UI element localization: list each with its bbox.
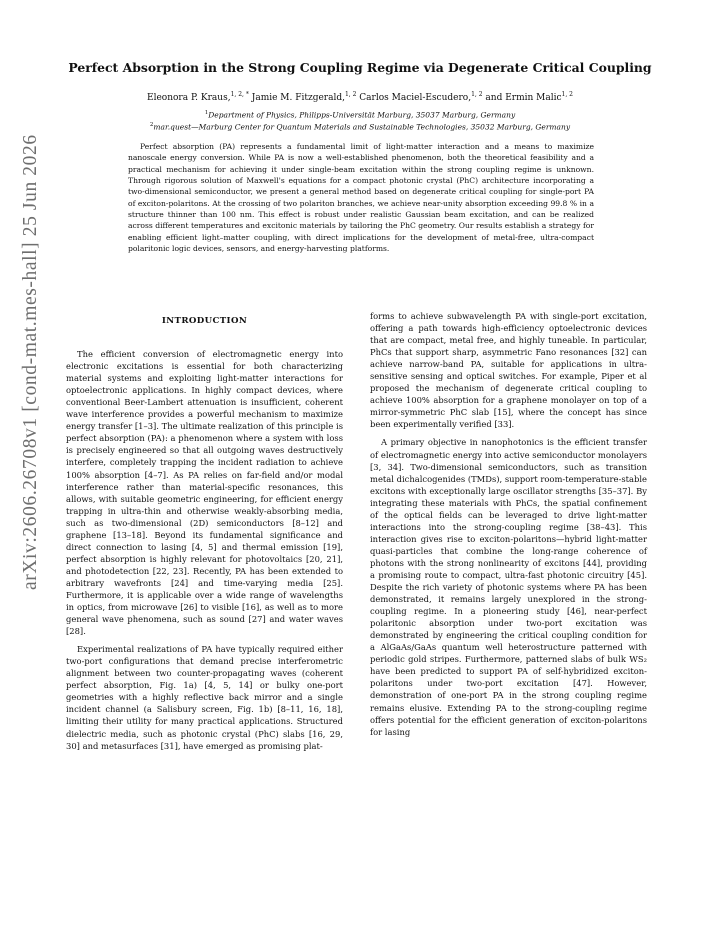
body-paragraph: Experimental realizations of PA have typically required either two-port configurations that demand precise interferometric alignment between two counter-propagating waves (coherent perfect absorption, Fig. 1a) [4, 5, 14] or bulky one-port geometries with a highly reflective back mirror and a single incident channel (a Salisbury screen, Fig. 1b) [8–11, 16, 18], limiting their utility for many practical applications. Structured dielectric media, such as photonic crystal (PhC) slabs [16, 29, 30] and metasurfaces [31], have emerged as promising plat-	[66, 644, 343, 751]
author-affiliation-marker: 1, 2, *	[230, 91, 249, 98]
affiliation-2	[40, 122, 680, 132]
author-affiliation-marker: 1, 2	[344, 91, 357, 98]
author-name: Jamie M. Fitzgerald,	[251, 93, 345, 103]
affiliation-marker: 1	[204, 110, 209, 116]
body-paragraph: forms to achieve subwavelength PA with single-port excitation, offering a path towards high-efficiency optoelectronic devices that are compact, metal free, and highly tuneable. In particular, PhCs that support sharp, asymmetric Fano resonances [32] can achieve narrow-band PA, suitable for applications in ultra-sensitive sensing and optical switches. For example, Piper et al proposed the mechanism of degenerate critical coupling to achieve 100% absorption for a graphene monolayer on top of a mirror-symmetric PhC slab [15], where the concept has since been experimentally verified [33].	[370, 311, 647, 430]
paper-title: Perfect Absorption in the Strong Coupling Regime via Degenerate Critical Coupling	[68, 60, 652, 75]
author-name: Carlos Maciel-Escudero,	[359, 93, 472, 103]
author-list	[40, 91, 680, 103]
affiliation-text: Department of Physics, Philipps-Universität Marburg, 35037 Marburg, Germany	[208, 110, 516, 120]
author-affiliation-marker: 1, 2	[561, 91, 573, 98]
body-paragraph: A primary objective in nanophotonics is the efficient transfer of electromagnetic energy into active semiconductor monolayers [3, 34]. Two-dimensional semiconductors, such as transition metal dichalcogenides (TMDs), support room-temperature-stable excitons with exceptionally large oscillator strengths [35–37]. By integrating these materials with PhCs, the spatial confinement of the optical fields can be leveraged to drive light-matter interactions into the strong-coupling regime [38–43]. This interaction gives rise to exciton-polaritons—hybrid light-matter quasi-particles that combine the long-range coherence of photons with the strong nonlinearity of excitons [44], providing a promising route to compact, ultra-fast photonic circuitry [45]. Despite the rich variety of photonic systems where PA has been demonstrated, it remains largely unexplored in the strong-coupling regime. In a pioneering study [46], near-perfect polaritonic absorption under two-port excitation was demonstrated by engineering the critical coupling condition for a AlGaAs/GaAs quantum well heterostructure patterned with periodic gold stripes. Furthermore, patterned slabs of bulk WS₂ have been predicted to support PA of self-hybridized exciton-polaritons under two-port excitation [47]. However, demonstration of one-port PA in the strong coupling regime remains elusive. Extending PA to the strong-coupling regime offers potential for the efficient generation of exciton-polaritons for lasing	[370, 437, 647, 737]
section-heading-introduction: INTRODUCTION	[161, 316, 248, 326]
affiliation-text: mar.quest—Marburg Center for Quantum Materials and Sustainable Technologies, 35032 Marburg, Germany	[153, 122, 571, 132]
author-name: Eleonora P. Kraus,	[147, 93, 231, 103]
author-affiliation-marker: 1, 2	[471, 91, 483, 98]
body-paragraph: The efficient conversion of electromagnetic energy into electronic excitations is essential for both characterizing material systems and exploiting light-matter interactions for optoelectronic applications. In highly compact devices, where conventional Beer-Lambert attenuation is insufficient, coherent wave interference provides a powerful mechanism to maximize energy transfer [1–3]. The ultimate realization of this principle is perfect absorption (PA): a phenomenon where a system with loss is precisely engineered so that all outgoing waves destructively interfere, completely trapping the incident radiation to achieve 100% absorption [4–7]. As PA relies on far-field and/or modal interference rather than material-specific resonances, this allows, with suitable geometric engineering, for efficient energy trapping in ultra-thin and otherwise weakly-absorbing media, such as two-dimensional (2D) semiconductors [8–12] and graphene [13–18]. Beyond its fundamental significance and direct connection to lasing [4, 5] and thermal emission [19], perfect absorption is highly relevant for photovoltaics [20, 21], and photodetection [22, 23]. Recently, PA has been extended to arbitrary wavefronts [24] and time-varying media [25]. Furthermore, it is applicable over a wide range of wavelengths in optics, from microwave [26] to visible [16], as well as to more general wave phenomena, such as sound [27] and water waves [28].	[66, 349, 343, 637]
abstract	[128, 141, 594, 254]
author-name: and Ermin Malic	[485, 93, 562, 103]
right-column	[370, 310, 647, 738]
left-column	[66, 307, 343, 752]
affiliation-1	[40, 110, 680, 120]
abstract-text: Perfect absorption (PA) represents a fundamental limit of light-matter interaction and a means to maximize nanoscale energy conversion. While PA is now a well-established phenomenon, both the theoretical feasibility and a practical mechanism for achieving it under single-beam excitation within the strong coupling regime is unknown. Through rigorous solution of Maxwell's equations for a compact photonic crystal (PhC) architecture incorporating a two-dimensional semiconductor, we present a general method based on degenerate critical coupling for single-port PA of exciton-polaritons. At the crossing of two polariton branches, we achieve near-unity absorption exceeding 99.8 % in a structure thinner than 100 nm. This effect is robust under realistic Gaussian beam excitation, and can be realized across different temperatures and excitonic materials by tailoring the PhC geometry. Our results establish a strategy for enabling efficient light–matter coupling, with direct implications for the development of metal-free, ultra-compact polaritonic logic devices, sensors, and energy-harvesting platforms.	[128, 142, 594, 254]
arxiv-identifier-stamp: arXiv:2606.26708v1 [cond-mat.mes-hall] 25 Jun 2026	[20, 134, 41, 590]
affiliation-marker: 2	[149, 122, 154, 128]
